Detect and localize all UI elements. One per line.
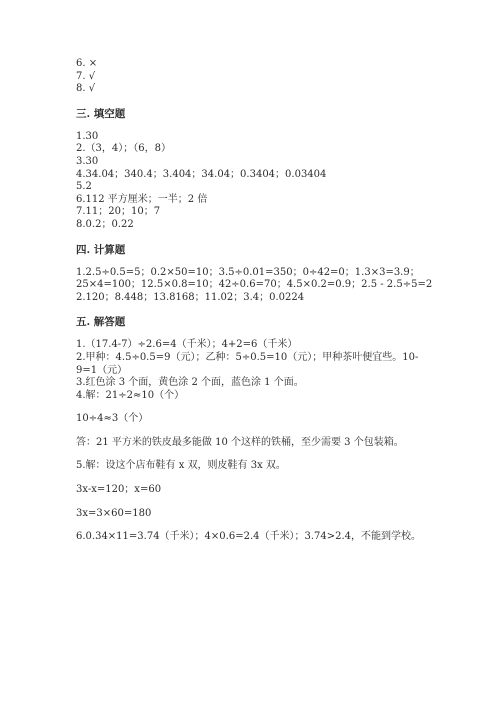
answer-document <box>76 58 436 544</box>
answer-line: 3x-x=120；x=60 <box>76 484 162 496</box>
answer-line: 3.30 <box>76 155 99 167</box>
answer-line: 25×4=100；12.5×0.8=10；42÷0.6=70；4.5×0.2=0.9；2.5 - 2.5÷5=2 <box>76 279 433 291</box>
answer-line: 2.（3，4）；（6，8） <box>76 143 171 155</box>
section3-heading: 三. 填空题 <box>76 107 126 120</box>
answer-line: 1.30 <box>76 130 99 142</box>
answer-line: 2.120；8.448；13.8168；11.02；3.4；0.0224 <box>76 291 305 303</box>
answer-line: 6. × <box>76 58 98 69</box>
section3-body <box>76 131 436 232</box>
answer-line: 3x=3×60=180 <box>76 507 152 519</box>
answer-line: 8. √ <box>76 83 96 95</box>
answer-line: 7.11；20；10；7 <box>76 206 161 218</box>
answer-line: 1.2.5÷0.5=5；0.2×50=10；3.5÷0.01=350；0÷42=0；1.3×3=3.9； <box>76 266 420 278</box>
answer-line: 6.0.34×11=3.74（千米）；4×0.6=2.4（千米）；3.74>2.4，不能到学校。 <box>76 531 422 543</box>
answer-line: 5.解：设这个店布鞋有 x 双，则皮鞋有 3x 双。 <box>76 460 286 472</box>
answer-line: 5.2 <box>76 181 92 193</box>
answer-line: 1.（17.4-7）÷2.6=4（千米）；4+2=6（千米） <box>76 339 298 351</box>
answer-line: 4.解：21÷2≈10（个） <box>76 389 185 401</box>
answer-line: 答：21 平方米的铁皮最多能做 10 个这样的铁桶，至少需要 3 个包装箱。 <box>76 436 404 448</box>
section5-heading: 五. 解答题 <box>76 316 126 329</box>
answer-line: 7. √ <box>76 70 96 82</box>
section2-tail <box>76 58 436 96</box>
answer-line: 2.甲种：4.5÷0.5=9（元）；乙种：5÷0.5=10（元）；甲种茶叶便宜些。10- <box>76 351 419 363</box>
answer-line: 4.34.04；340.4；3.404；34.04；0.3404；0.03404 <box>76 168 327 180</box>
section5-body <box>76 339 436 544</box>
section4-heading: 四. 计算题 <box>76 243 126 256</box>
section4-body <box>76 267 436 305</box>
answer-line: 8.0.2；0.22 <box>76 218 134 230</box>
answer-line: 6.112 平方厘米；一半；2 倍 <box>76 193 208 205</box>
answer-line: 3.红色涂 3 个面，黄色涂 2 个面，蓝色涂 1 个面。 <box>76 377 304 389</box>
answer-line: 9=1（元） <box>76 364 128 376</box>
answer-line: 10÷4≈3（个） <box>76 413 149 425</box>
